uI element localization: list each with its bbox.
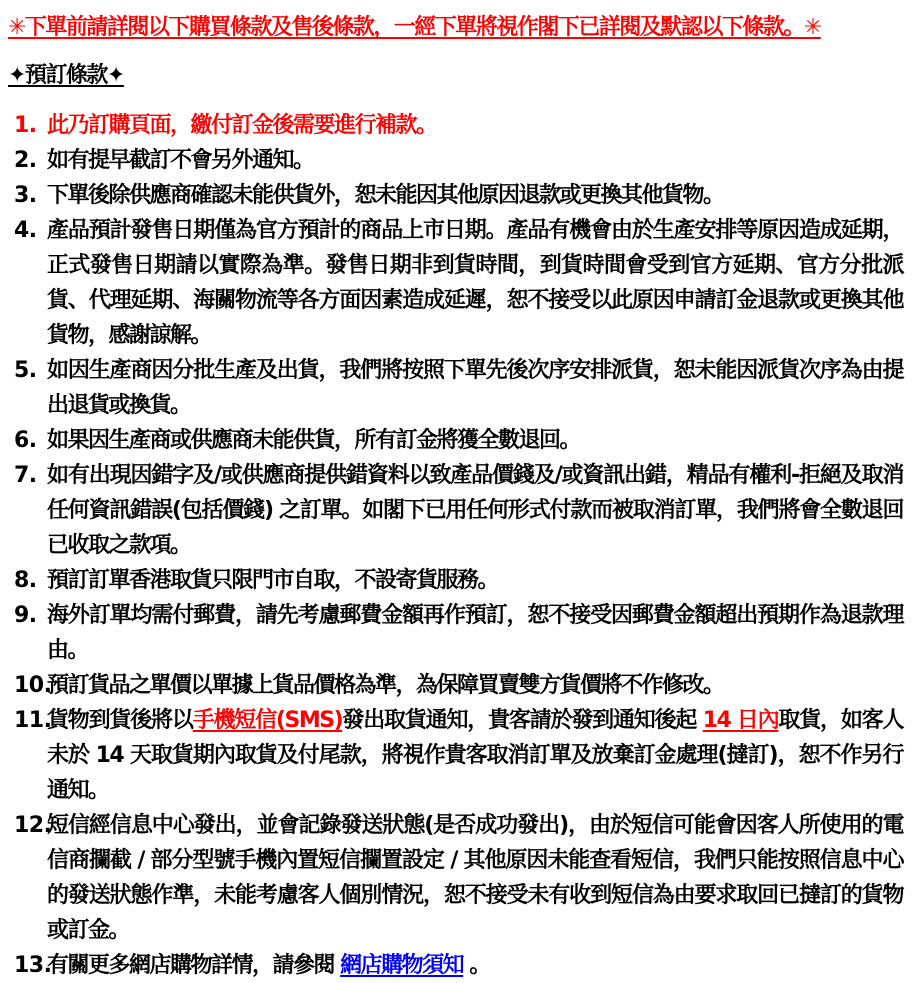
term-number: 8. xyxy=(14,568,37,593)
term-item-11 xyxy=(8,703,903,808)
text-segment: 如果因生產商或供應商未能供貨，所有訂金將獲全數退回。 xyxy=(47,428,581,453)
term-number: 11. xyxy=(14,708,52,733)
text-segment: 有關更多網店購物詳情，請參閱 xyxy=(47,953,341,978)
text-segment: 預訂訂單香港取貨只限門市自取，不設寄貨服務。 xyxy=(47,568,499,593)
term-text xyxy=(47,953,490,978)
term-number: 1. xyxy=(14,113,37,138)
term-item-1 xyxy=(8,108,903,143)
term-number: 9. xyxy=(14,603,37,628)
section-heading-preorder-terms: ✦預訂條款✦ xyxy=(8,63,124,88)
term-item-4 xyxy=(8,213,903,353)
terms-list xyxy=(8,108,903,983)
term-item-13 xyxy=(8,948,903,983)
text-segment: 產品預計發售日期僅為官方預計的商品上市日期。產品有機會由於生產安排等原因造成延期，正式發售日期請以實際為準。發售日期非到貨時間，到貨時間會受到官方延期、官方分批派貨、代理延期、海關物流等各方面因素造成延遲，恕不接受以此原因申請訂金退款或更換其他貨物，感謝諒解。 xyxy=(47,218,903,348)
text-segment: 此乃訂購頁面，繳付訂金後需要進行補款。 xyxy=(47,113,437,138)
term-text xyxy=(47,673,724,698)
term-text xyxy=(47,113,437,138)
term-text xyxy=(47,568,498,593)
term-text xyxy=(47,463,903,558)
term-text xyxy=(47,148,314,173)
term-item-5 xyxy=(8,353,903,423)
term-text xyxy=(47,708,903,803)
term-text xyxy=(47,603,903,663)
text-segment: 發出取貨通知，貴客請於發到通知後起 xyxy=(342,708,703,733)
term-text xyxy=(47,358,903,418)
text-segment: 海外訂單均需付郵費，請先考慮郵費金額再作預訂，恕不接受因郵費金額超出預期作為退款理由。 xyxy=(47,603,903,663)
term-item-3 xyxy=(8,178,903,213)
term-item-12 xyxy=(8,808,903,948)
text-segment: 取貨，如客人未於 14 天取貨期內取貨及付尾款，將視作貴客取消訂單及放棄訂金處理(撻訂)，恕不作另行通知。 xyxy=(47,708,903,803)
text-segment: 如有出現因錯字及/或供應商提供錯資料以致產品價錢及/或資訊出錯，精品有權利-拒絕及取消任何資訊錯誤(包括價錢) 之訂單。如閣下已用任何形式付款而被取消訂單，我們將會全數退回已收取之款項。 xyxy=(47,463,903,558)
term-item-9 xyxy=(8,598,903,668)
term-number: 10. xyxy=(14,673,52,698)
term-item-10 xyxy=(8,668,903,703)
term-text xyxy=(47,428,580,453)
pickup-deadline-highlight: 14 日內 xyxy=(702,708,779,733)
term-text xyxy=(47,813,903,943)
term-number: 3. xyxy=(14,183,37,208)
text-segment: 。 xyxy=(463,953,490,978)
page-title: ✳下單前請詳閱以下購買條款及售後條款，一經下單將視作閣下已詳閱及默認以下條款。✳ xyxy=(8,15,821,40)
store-shopping-notice-link[interactable]: 網店購物須知 xyxy=(340,953,464,978)
text-segment: 下單後除供應商確認未能供貨外，恕未能因其他原因退款或更換其他貨物。 xyxy=(47,183,724,208)
term-number: 7. xyxy=(14,463,37,488)
term-text xyxy=(47,183,724,208)
term-item-2 xyxy=(8,143,903,178)
text-segment: 如有提早截訂不會另外通知。 xyxy=(47,148,314,173)
term-number: 6. xyxy=(14,428,37,453)
term-number: 12. xyxy=(14,813,52,838)
term-text xyxy=(47,218,903,348)
term-number: 5. xyxy=(14,358,37,383)
term-item-7 xyxy=(8,458,903,563)
text-segment: 短信經信息中心發出，並會記錄發送狀態(是否成功發出)，由於短信可能會因客人所使用的電信商攔截 / 部分型號手機內置短信攔置設定 / 其他原因未能查看短信，我們只能按照信息中心的發送狀態作準，未能考慮客人個別情況，恕不接受未有收到短信為由要求取回已撻訂的貨物或訂金。 xyxy=(47,813,903,943)
text-segment: 預訂貨品之單價以單據上貨品價格為準，為保障買賣雙方貨價將不作修改。 xyxy=(47,673,724,698)
text-segment: 貨物到貨後將以 xyxy=(47,708,193,733)
term-item-8 xyxy=(8,563,903,598)
text-segment: 如因生產商因分批生產及出貨，我們將按照下單先後次序安排派貨，恕未能因派貨次序為由提出退貨或換貨。 xyxy=(47,358,903,418)
term-number: 13. xyxy=(14,953,52,978)
term-number: 4. xyxy=(14,218,37,243)
term-number: 2. xyxy=(14,148,37,173)
term-item-6 xyxy=(8,423,903,458)
sms-notice-highlight: 手機短信(SMS) xyxy=(192,708,343,733)
